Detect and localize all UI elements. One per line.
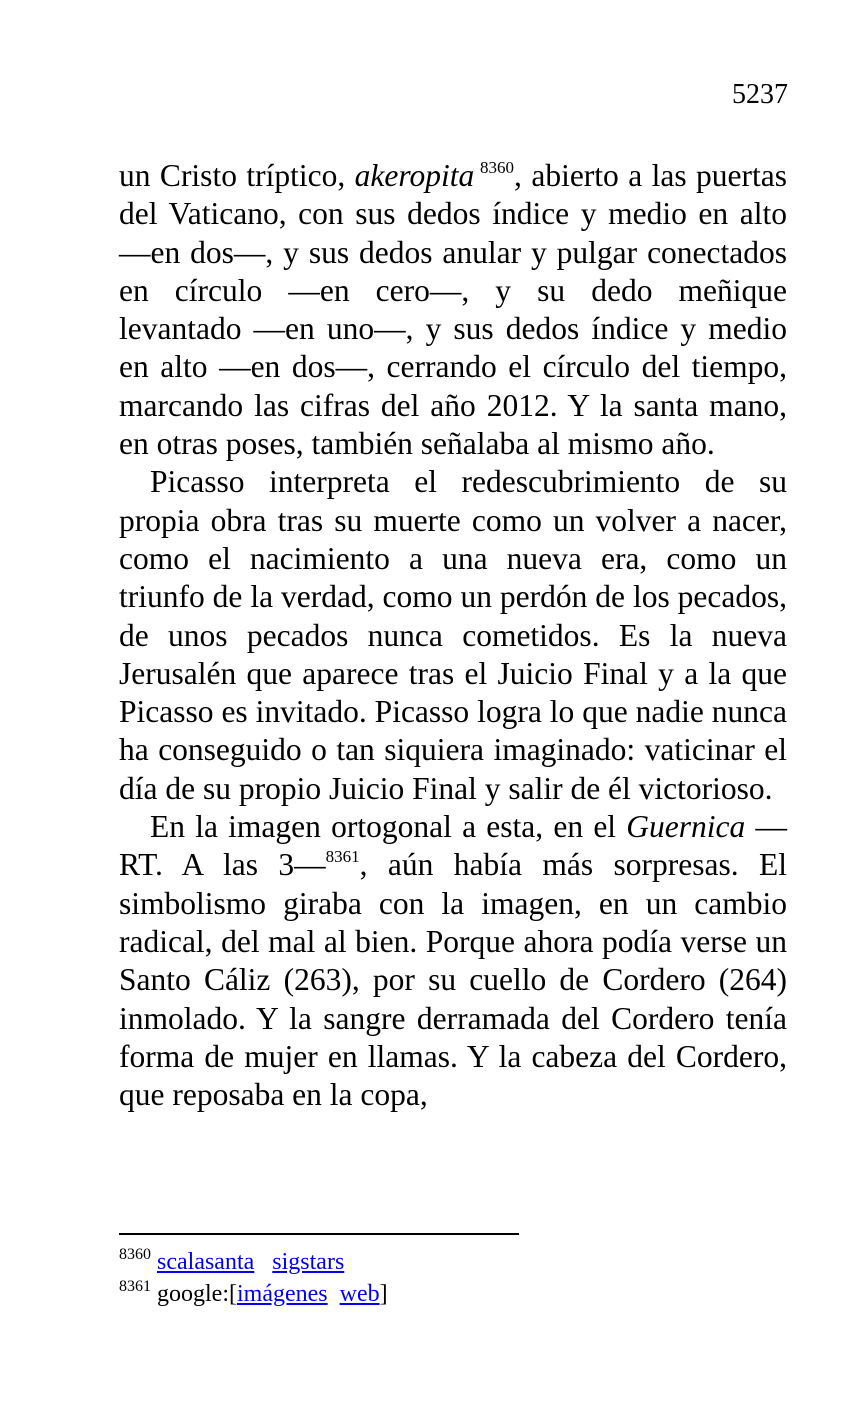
italic-term-guernica: Guernica [626,809,746,845]
footnote-suffix: ] [379,1281,388,1307]
paragraph-1 [119,157,787,463]
text-segment: , abierto a las puertas del Vaticano, con sus dedos índice y medio en alto —en dos—, y sus dedos anular y pulgar conectados en círculo —en cero—, y su dedo meñique levantado —en uno—, y sus dedos índice y medio en alto —en dos—, cerrando el círculo del tiempo, marcando las cifras del año 2012. Y la santa mano, en otras poses, también señalaba al mismo año. [119,158,788,462]
text-segment: un Cristo tríptico, [119,158,355,193]
page-number: 5237 [732,79,788,110]
link-scalasanta[interactable]: scalasanta [157,1249,255,1275]
paragraph-3 [119,808,787,1114]
footnote-number: 8360 [119,1246,151,1263]
text-segment: , aún había más sorpresas. El simbolismo giraba con la imagen, en un cambio radical, del mal al bien. Porque ahora podía verse un Santo Cáliz (263), por su cuello de Cordero (264) inmolado. Y la sangre derramada del Cordero tenía forma de mujer en llamas. Y la cabeza del Cordero, que reposaba en la copa, [119,847,787,1113]
footnote-ref-8360[interactable]: 8360 [474,158,515,177]
text-segment: —RT. A las 3— [119,809,787,883]
text-segment: Picasso interpreta el redescubrimiento de su propia obra tras su muerte como un volver a nacer, como el nacimiento a una nueva era, como un triunfo de la verdad, como un perdón de los pecados, de unos pecados nunca cometidos. Es la nueva Jerusalén que aparece tras el Juicio Final y a la que Picasso es invitado. Picasso logra lo que nadie nunca ha conseguido o tan siquiera imaginado: vaticinar el día de su propio Juicio Final y salir de él victorioso. [119,464,787,806]
footnote-number: 8361 [119,1278,151,1295]
link-web[interactable]: web [339,1281,380,1307]
body-text [119,157,787,1114]
link-imagenes[interactable]: imágenes [236,1281,328,1307]
link-sigstars[interactable]: sigstars [272,1249,345,1275]
footnote-divider [119,1233,519,1235]
footnote-prefix: google:[ [157,1281,237,1307]
text-segment: En la imagen ortogonal a esta, en el [150,809,627,845]
footnote-8361 [119,1278,787,1310]
footnote-ref-8361[interactable]: 8361 [325,847,360,867]
footnotes [119,1246,787,1310]
paragraph-2 [119,463,787,808]
italic-term-akeropita: akeropita [354,158,475,193]
footnote-8360 [119,1246,787,1278]
